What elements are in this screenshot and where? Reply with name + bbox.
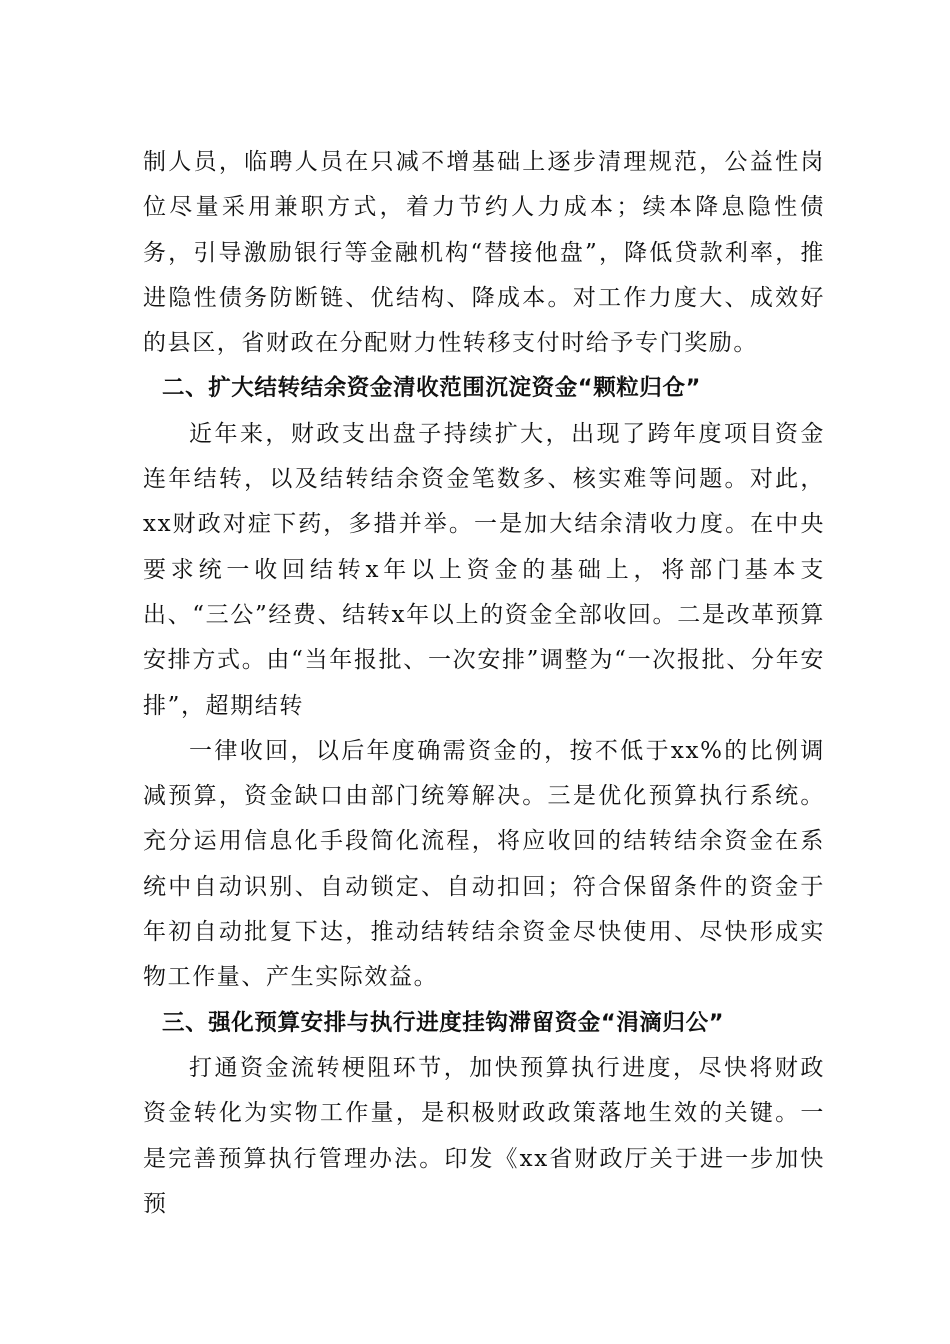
document-body [143,140,825,1227]
section-heading-3: 三、强化预算安排与执行进度挂钩滞留资金“涓滴归公” [162,1009,725,1036]
paragraph-budget-execution: 打通资金流转梗阻环节，加快预算执行进度，尽快将财政资金转化为实物工作量，是积极财政政策落地生效的关键。一是完善预算执行管理办法。印发《xx省财政厅关于进一步加快预 [143,1054,825,1217]
section-heading-2: 二、扩大结转结余资金清收范围沉淀资金“颗粒归仓” [162,375,701,402]
paragraph-staffing-and-debt: 制人员，临聘人员在只减不增基础上逐步清理规范，公益性岗位尽量采用兼职方式，着力节约人力成本；续本降息隐性债务，引导激励银行等金融机构“替接他盘”，降低贷款利率，推进隐性债务防断链、优结构、降成本。对工作力度大、成效好的县区，省财政在分配财力性转移支付时给予专门奖励。 [143,149,825,357]
paragraph-carryover-funds: 近年来，财政支出盘子持续扩大，出现了跨年度项目资金连年结转，以及结转结余资金笔数多、核实难等问题。对此，xx财政对症下药，多措并举。一是加大结余清收力度。在中央要求统一收回结转x年以上资金的基础上，将部门基本支出、“三公”经费、结转x年以上的资金全部收回。二是改革预算安排方式。由“当年报批、一次安排”调整为“一次报批、分年安排”，超期结转 [143,420,825,719]
paragraph-recovery-measures: 一律收回，以后年度确需资金的，按不低于xx%的比例调减预算，资金缺口由部门统筹解决。三是优化预算执行系统。充分运用信息化手段简化流程，将应收回的结转结余资金在系统中自动识别、自动锁定、自动扣回；符合保留条件的资金于年初自动批复下达，推动结转结余资金尽快使用、尽快形成实物工作量、产生实际效益。 [143,737,825,991]
